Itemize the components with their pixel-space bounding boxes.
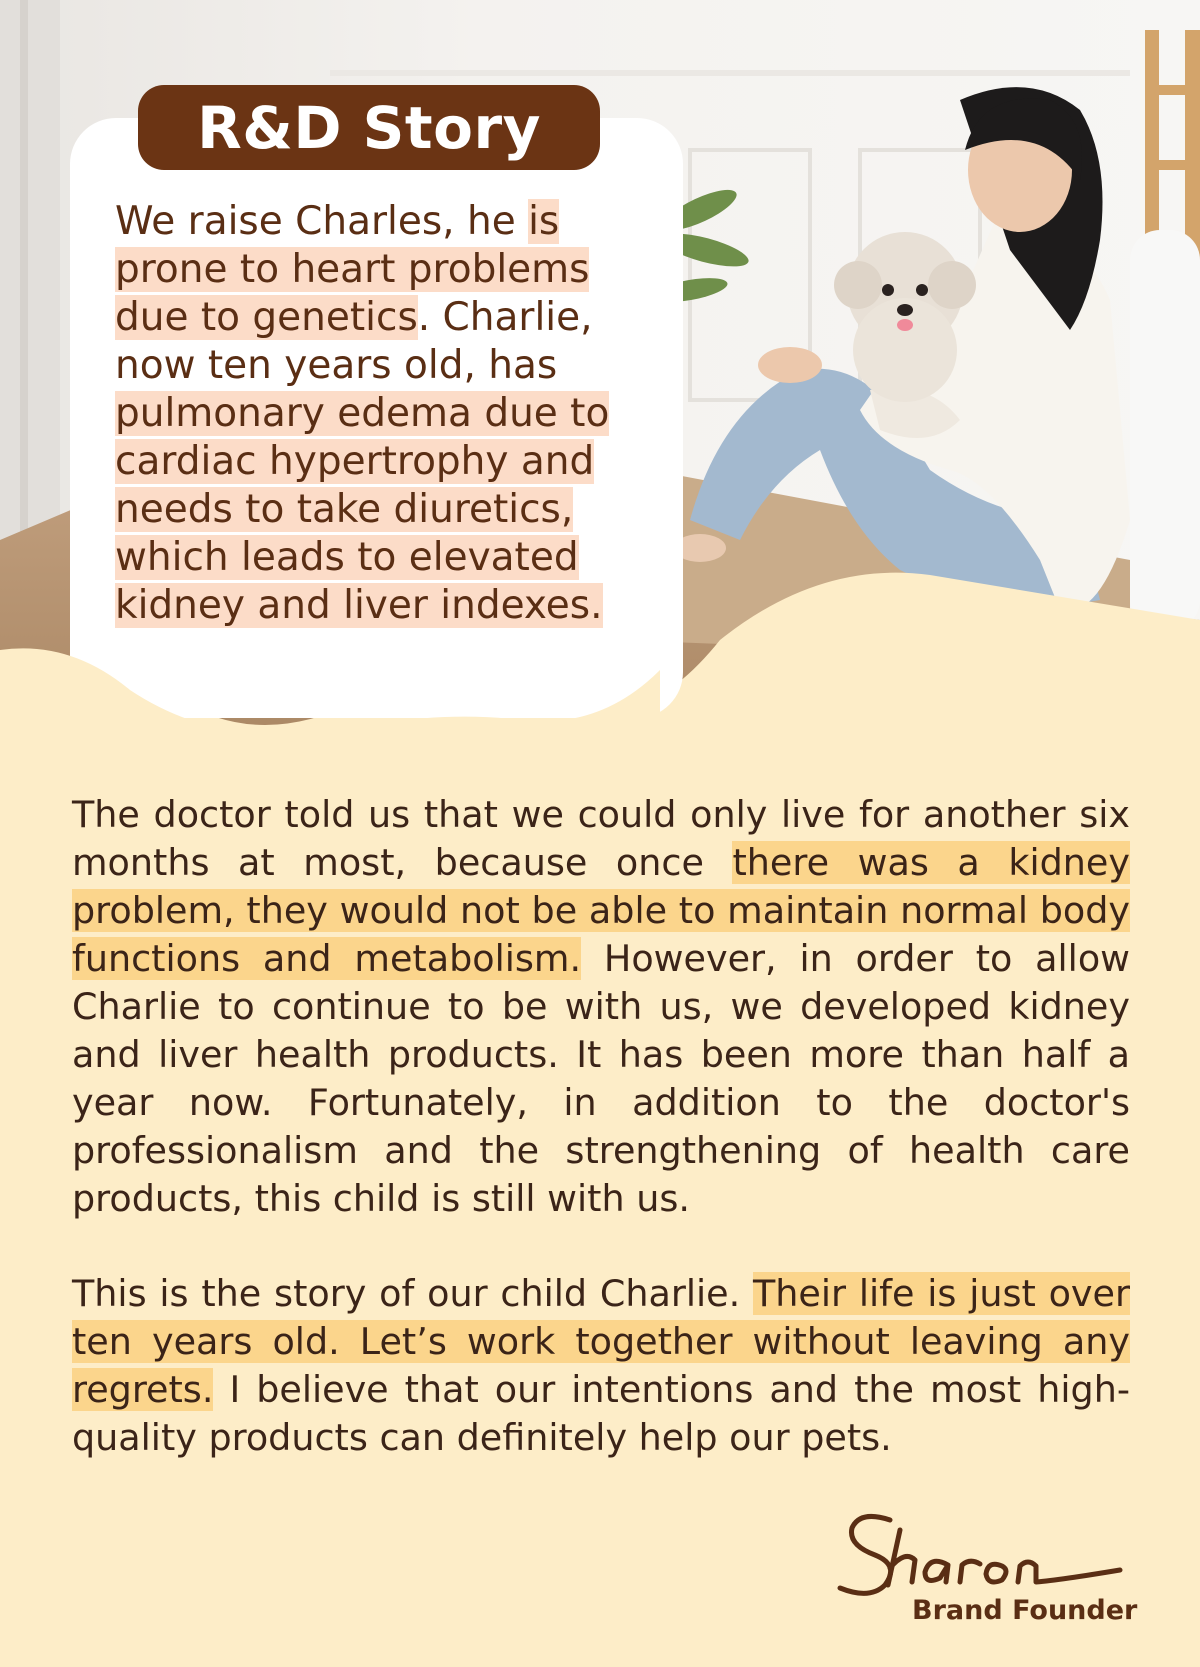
paragraph-segment: I believe that our intentions and the most high-quality products can definitely help our pets.	[72, 1368, 1130, 1459]
paragraph-highlight: Their life is just over ten years old. Let’s work together without leaving any regrets.	[72, 1272, 1130, 1411]
title-badge	[138, 85, 600, 170]
intro-highlight: is prone to heart problems due to genetics	[115, 199, 590, 340]
paragraph-segment: However, in order to allow Charlie to continue to be with us, we developed kidney and liver health products. It has been more than half a year now. Fortunately, in addition to the doctor's professionalism and the strengthening of health care products, this child is still with us.	[72, 937, 1130, 1220]
story-paragraph-2	[72, 1270, 1130, 1462]
founder-title: Brand Founder	[912, 1595, 1138, 1626]
intro-segment: We raise Charles, he	[115, 199, 529, 244]
paragraph-segment: The doctor told us that we could only live for another six months at most, because once	[72, 793, 1130, 884]
page-title: R&D Story	[197, 93, 541, 162]
paragraph-segment: This is the story of our child Charlie.	[72, 1272, 753, 1315]
intro-highlight: pulmonary edema due to cardiac hypertrophy and needs to take diuretics, which leads to elevated kidney and liver indexes.	[115, 391, 610, 628]
story-paragraph-1	[72, 791, 1130, 1223]
founder-signature	[830, 1510, 1130, 1600]
intro-segment: . Charlie, now ten years old, has	[115, 295, 593, 388]
intro-text	[115, 198, 675, 630]
paragraph-highlight: there was a kidney problem, they would not be able to maintain normal body functions and metabolism.	[72, 841, 1130, 980]
